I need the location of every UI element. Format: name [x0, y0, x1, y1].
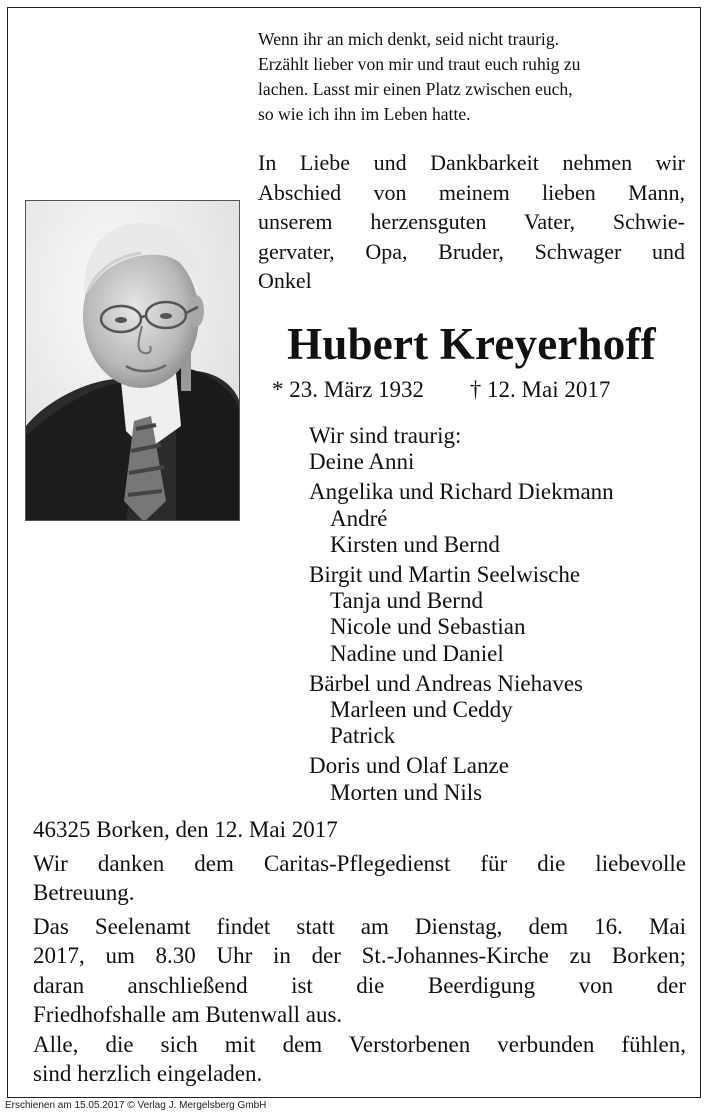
life-dates: [272, 375, 610, 405]
farewell-line: gervater, Opa, Bruder, Schwager und: [258, 238, 685, 264]
funeral-line: Friedhofshalle am Butenwall aus.: [33, 1002, 343, 1027]
funeral-line: Das Seelenamt findet statt am Dienstag, dem 16. Mai: [33, 913, 686, 939]
mourner-entry: Patrick: [330, 723, 396, 749]
birth-date: * 23. März 1932: [272, 377, 425, 402]
mourner-entry: Tanja und Bernd: [330, 588, 483, 614]
portrait-photo: [25, 200, 240, 521]
funeral-line: daran anschließend ist die Beerdigung von der: [33, 972, 686, 998]
portrait-image: [26, 201, 240, 521]
mourners-list: [309, 423, 614, 806]
mourner-entry: Bärbel und Andreas Niehaves: [309, 670, 584, 696]
funeral-line: 2017, um 8.30 Uhr in der St.-Johannes-Kirche zu Borken;: [33, 943, 686, 968]
mourner-entry: Birgit und Martin Seelwische: [309, 562, 581, 588]
farewell-line: Abschied von meinem lieben Mann,: [258, 179, 685, 205]
farewell-line: In Liebe und Dankbarkeit nehmen wir: [258, 150, 685, 175]
thanks-line: Wir danken dem Caritas-Pflegedienst für die liebevolle: [33, 850, 686, 876]
invitation-paragraph: [33, 1030, 686, 1089]
death-date: † 12. Mai 2017: [469, 377, 611, 402]
publication-footer: Erschienen am 15.05.2017 © Verlag J. Mergelsberg GmbH: [5, 1100, 267, 1111]
farewell-line: unserem herzensguten Vater, Schwie-: [258, 209, 685, 234]
poem-line: lachen. Lasst mir einen Platz zwischen euch,: [258, 79, 573, 99]
closing-text: [33, 815, 686, 1089]
farewell-text: [258, 148, 685, 296]
mourner-entry: Nadine und Daniel: [330, 640, 504, 666]
mourner-entry: Angelika und Richard Diekmann: [309, 479, 614, 505]
poem-line: Wenn ihr an mich denkt, seid nicht traurig.: [258, 29, 560, 49]
mourners-heading: Wir sind traurig:: [309, 423, 462, 448]
poem: [258, 27, 678, 127]
mourner-entry: Marleen und Ceddy: [330, 697, 513, 723]
deceased-name: Hubert Kreyerhoff: [287, 319, 656, 369]
farewell-line: Onkel: [258, 268, 312, 293]
funeral-paragraph: [33, 912, 686, 1030]
poem-line: Erzählt lieber von mir und traut euch ruhig zu: [258, 54, 581, 74]
place-date: 46325 Borken, den 12. Mai 2017: [33, 817, 338, 842]
thanks-line: Betreuung.: [33, 880, 135, 905]
mourner-entry: André: [330, 505, 388, 531]
mourner-entry: Morten und Nils: [330, 779, 483, 805]
thanks-paragraph: [33, 849, 686, 908]
mourner-entry: Doris und Olaf Lanze: [309, 753, 509, 779]
poem-line: so wie ich ihn im Leben hatte.: [258, 104, 471, 124]
invitation-line: sind herzlich eingeladen.: [33, 1061, 263, 1086]
invitation-line: Alle, die sich mit dem Verstorbenen verbunden fühlen,: [33, 1031, 686, 1057]
mourner-entry: Kirsten und Bernd: [330, 531, 500, 557]
mourner-entry: Deine Anni: [309, 449, 415, 475]
mourner-entry: Nicole und Sebastian: [330, 614, 526, 640]
